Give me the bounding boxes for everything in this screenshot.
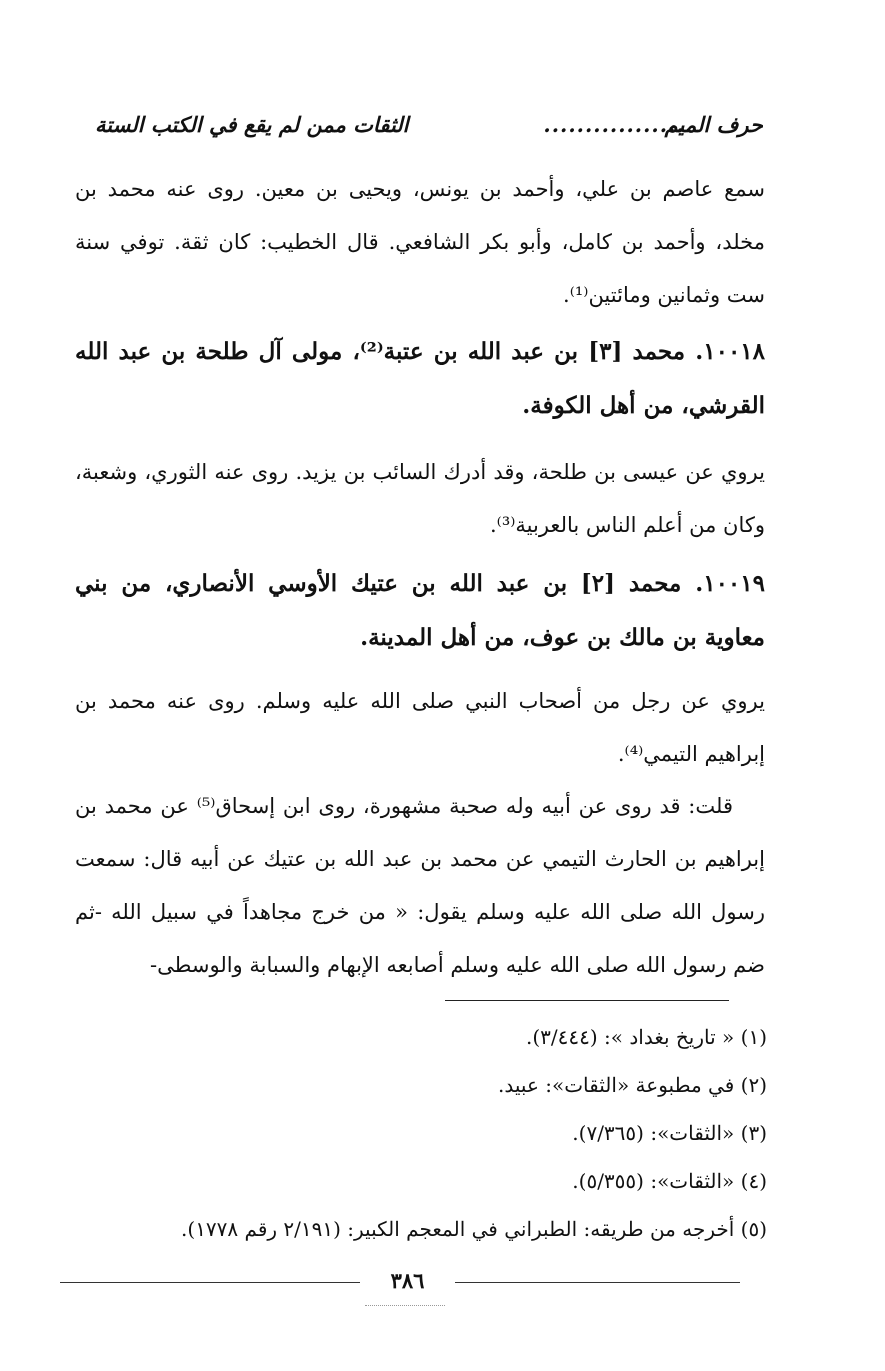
footnote-4: (٤) «الثقات»: (٥/٣٥٥). bbox=[572, 1169, 767, 1193]
footer-rule-right bbox=[455, 1282, 740, 1283]
footnote-separator bbox=[445, 1000, 729, 1001]
entry-heading: محمد [٢] بن عبد الله بن عتيك الأوسي الأنصاري، من بني معاوية بن مالك بن عوف، من أهل المدينة. bbox=[75, 570, 765, 651]
entry-heading: محمد [٣] بن عبد الله بن عتبة⁽²⁾، مولى آل طلحة بن عبد الله القرشي، من أهل الكوفة. bbox=[75, 338, 765, 419]
footer-rule-left bbox=[60, 1282, 360, 1283]
entry-number: ١٠٠١٩. bbox=[695, 570, 765, 597]
entry-10018 bbox=[75, 325, 765, 433]
footnote-1: (١) « تاريخ بغداد »: (٣/٤٤٤). bbox=[525, 1025, 767, 1049]
page-number: ٣٨٦ bbox=[390, 1268, 425, 1293]
paragraph-1: سمع عاصم بن علي، وأحمد بن يونس، ويحيى بن معين. روى عنه محمد بن مخلد، وأحمد بن كامل، وأبو بكر الشافعي. قال الخطيب: كان ثقة. توفي سنة ست وثمانين ومائتين⁽¹⁾. bbox=[75, 177, 765, 307]
paragraph-3: يروي عن رجل من أصحاب النبي صلى الله عليه وسلم. روى عنه محمد بن إبراهيم التيمي⁽⁴⁾. bbox=[75, 689, 765, 766]
paragraph-4: قلت: قد روى عن أبيه وله صحبة مشهورة، روى ابن إسحاق⁽⁵⁾ عن محمد بن إبراهيم بن الحارث التيمي عن محمد بن عبد الله بن عتيك عن أبيه قال: سمعت رسول الله صلى الله عليه وسلم يقول: « من خرج مجاهداً في سبيل الله -ثم ضم رسول الله صلى الله عليه وسلم أصابعه الإبهام والسبابة والوسطى- bbox=[75, 794, 765, 977]
header-dots: .................. bbox=[543, 112, 693, 137]
entry-10019 bbox=[75, 557, 765, 665]
footnote-3: (٣) «الثقات»: (٧/٣٦٥). bbox=[572, 1121, 767, 1145]
entry-number: ١٠٠١٨. bbox=[695, 338, 766, 365]
footnote-5: (٥) أخرجه من طريقه: الطبراني في المعجم الكبير: (٢/١٩١ رقم ١٧٧٨). bbox=[181, 1217, 767, 1241]
running-header bbox=[95, 112, 763, 146]
footnotes bbox=[75, 1013, 767, 1253]
header-book-title: الثقات ممن لم يقع في الكتب الستة bbox=[95, 112, 409, 137]
footer-ornament bbox=[365, 1297, 445, 1306]
page-footer bbox=[60, 1268, 740, 1298]
paragraph-2: يروي عن عيسى بن طلحة، وقد أدرك السائب بن يزيد. روى عنه الثوري، وشعبة، وكان من أعلم الناس بالعربية⁽³⁾. bbox=[75, 460, 765, 537]
header-chapter: حرف الميم bbox=[664, 112, 763, 137]
footnote-2: (٢) في مطبوعة «الثقات»: عبيد. bbox=[498, 1073, 767, 1097]
